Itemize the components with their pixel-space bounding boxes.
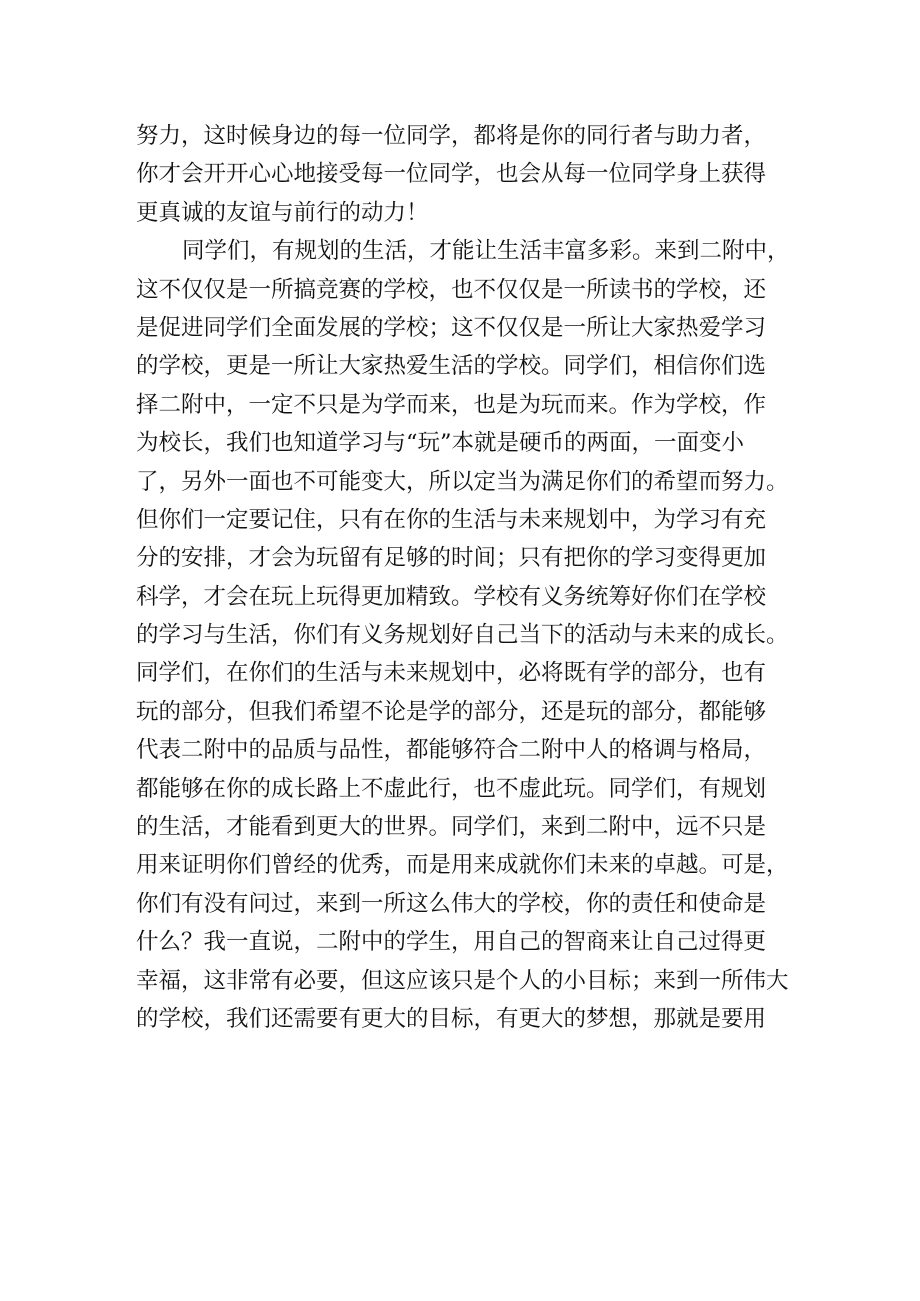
text-line: 的学校，我们还需要有更大的目标，有更大的梦想，那就是要用	[136, 1005, 767, 1032]
text-line: 你们有没有问过，来到一所这么伟大的学校，你的责任和使命是	[136, 890, 767, 917]
text-line: 是促进同学们全面发展的学校；这不仅仅是一所让大家热爱学习	[136, 314, 767, 341]
text-line: 但你们一定要记住，只有在你的生活与未来规划中，为学习有充	[136, 506, 767, 533]
text-line: 的学习与生活，你们有义务规划好自己当下的活动与未来的成长。	[136, 622, 789, 649]
text-line: 了，另外一面也不可能变大，所以定当为满足你们的希望而努力。	[136, 468, 789, 495]
text-line: 分的安排，才会为玩留有足够的时间；只有把你的学习变得更加	[136, 545, 767, 572]
text-line: 这不仅仅是一所搞竞赛的学校，也不仅仅是一所读书的学校，还	[136, 276, 767, 303]
text-line: 择二附中，一定不只是为学而来，也是为玩而来。作为学校，作	[136, 391, 767, 418]
text-line: 同学们，在你们的生活与未来规划中，必将既有学的部分，也有	[136, 660, 767, 687]
text-line: 玩的部分，但我们希望不论是学的部分，还是玩的部分，都能够	[136, 698, 767, 725]
text-line: 什么？我一直说，二附中的学生，用自己的智商来让自己过得更	[136, 929, 767, 956]
body-text	[136, 117, 806, 1038]
text-line: 努力，这时候身边的每一位同学，都将是你的同行者与助力者，	[136, 123, 767, 149]
text-line: 幸福，这非常有必要，但这应该只是个人的小目标；来到一所伟大	[136, 967, 789, 994]
text-line: 都能够在你的成长路上不虚此行，也不虚此玩。同学们，有规划	[136, 775, 767, 802]
text-line: 更真诚的友谊与前行的动力！	[136, 199, 429, 226]
text-line: 的学校，更是一所让大家热爱生活的学校。同学们，相信你们选	[136, 353, 767, 380]
paragraph-first-line: 同学们，有规划的生活，才能让生活丰富多彩。来到二附中，	[182, 238, 790, 265]
text-line: 你才会开开心心地接受每一位同学，也会从每一位同学身上获得	[136, 161, 767, 188]
text-line: 科学，才会在玩上玩得更加精致。学校有义务统筹好你们在学校	[136, 583, 767, 610]
text-line: 为校长，我们也知道学习与“玩”本就是硬币的两面，一面变小	[136, 430, 745, 457]
text-line: 代表二附中的品质与品性，都能够符合二附中人的格调与格局，	[136, 737, 767, 764]
text-line: 用来证明你们曾经的优秀，而是用来成就你们未来的卓越。可是，	[136, 852, 789, 879]
text-line: 的生活，才能看到更大的世界。同学们，来到二附中，远不只是	[136, 814, 767, 841]
